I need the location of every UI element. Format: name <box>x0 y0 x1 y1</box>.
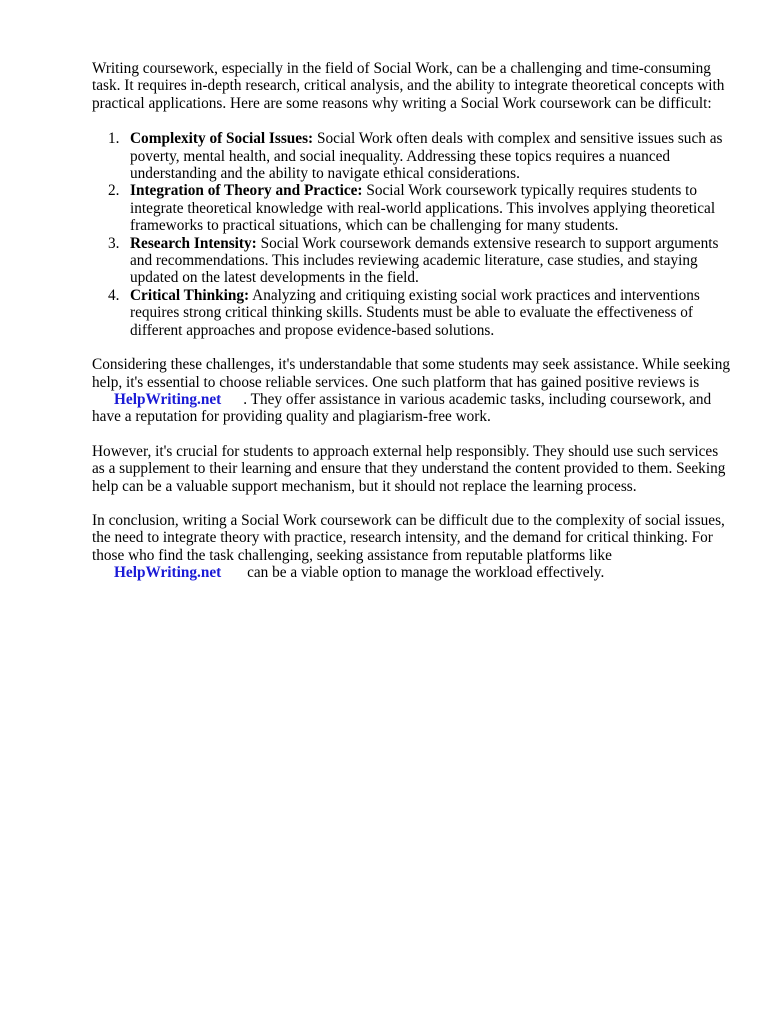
list-item <box>108 286 732 339</box>
considering-paragraph <box>92 356 732 426</box>
conclusion-paragraph <box>92 512 732 582</box>
list-number: 3. <box>108 234 120 252</box>
helpwriting-link-conclusion[interactable]: HelpWriting.net <box>114 564 222 582</box>
list-term: Complexity of Social Issues: <box>130 130 314 148</box>
list-text: Social Work coursework typically requires students to integrate theoretical knowledge with real-world applications. This involves applying theoretical frameworks to practical situations, which can be challenging for many students. <box>130 182 716 235</box>
considering-text-after: . They offer assistance in various academic tasks, including coursework, and have a reputation for providing quality and plagiarism-free work. <box>92 390 712 426</box>
document-page <box>92 60 732 599</box>
list-item <box>108 130 732 183</box>
reasons-list <box>92 130 732 339</box>
list-number: 2. <box>108 182 120 200</box>
considering-text-before: Considering these challenges, it's understandable that some students may seek assistance. While seeking help, it's essential to choose reliable services. One such platform that has gained positive reviews is <box>92 356 730 391</box>
list-text: Social Work coursework demands extensive research to support arguments and recommendations. This includes reviewing academic literature, case studies, and staying updated on the latest developments in the field. <box>130 234 719 287</box>
list-number: 4. <box>108 286 120 304</box>
conclusion-text-after: can be a viable option to manage the workload effectively. <box>247 564 605 582</box>
list-term: Research Intensity: <box>130 234 257 252</box>
list-text: Social Work often deals with complex and sensitive issues such as poverty, mental health, and social inequality. Addressing these topics requires a nuanced understanding and the ability to navigate ethical considerations. <box>130 130 723 183</box>
helpwriting-link[interactable]: HelpWriting.net <box>114 390 222 408</box>
list-term: Critical Thinking: <box>130 286 250 304</box>
list-number: 1. <box>108 130 120 148</box>
list-text: Analyzing and critiquing existing social work practices and interventions requires strong critical thinking skills. Students must be able to evaluate the effectiveness of different approaches and propose evidence-based solutions. <box>130 286 700 339</box>
conclusion-text-before: In conclusion, writing a Social Work coursework can be difficult due to the complexity of social issues, the need to integrate theory with practice, research intensity, and the demand for critical thinking. For those who find the task challenging, seeking assistance from reputable platforms like <box>92 511 725 564</box>
list-item <box>108 182 732 235</box>
list-term: Integration of Theory and Practice: <box>130 182 363 200</box>
list-item <box>108 234 732 287</box>
intro-paragraph: Writing coursework, especially in the field of Social Work, can be a challenging and time-consuming task. It requires in-depth research, critical analysis, and the ability to integrate theoretical concepts with practical applications. Here are some reasons why writing a Social Work coursework can be difficult: <box>92 60 725 112</box>
however-paragraph: However, it's crucial for students to approach external help responsibly. They should use such services as a supplement to their learning and ensure that they understand the content provided to them. Seeking help can be a valuable support mechanism, but it should not replace the learning process. <box>92 442 726 495</box>
